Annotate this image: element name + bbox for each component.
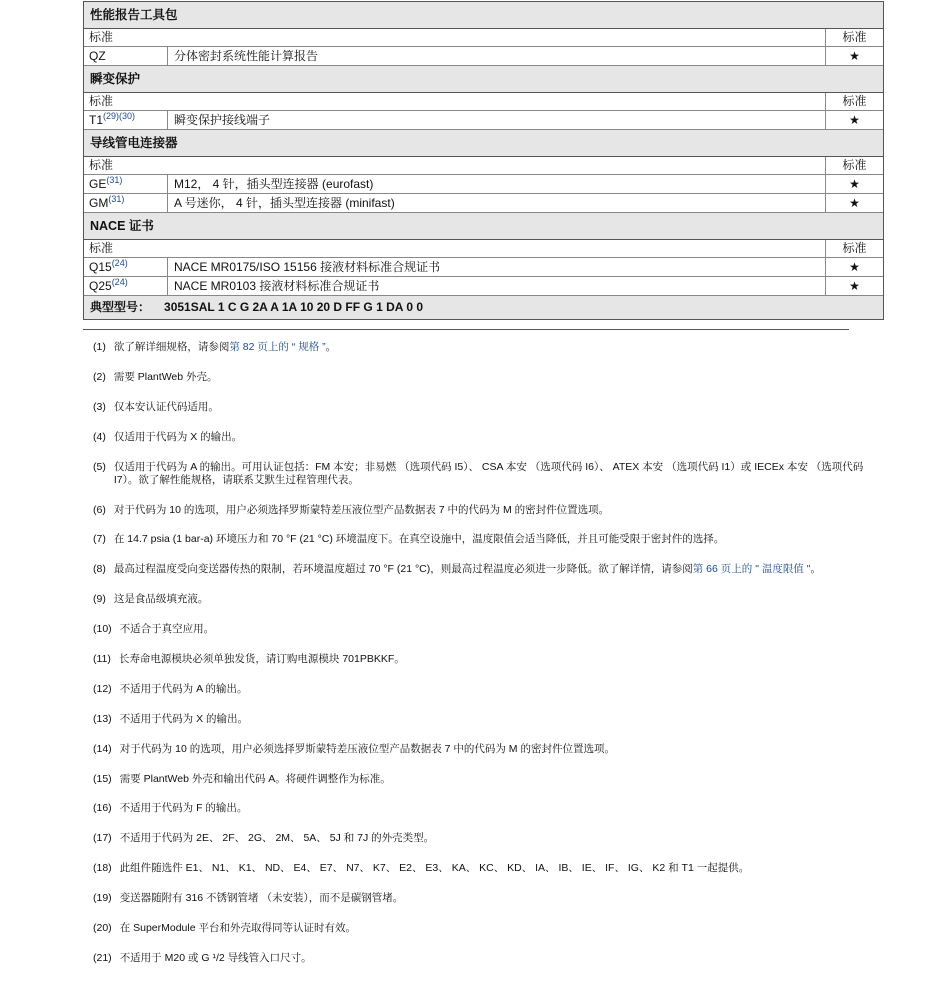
footnote-ref: (24) [111,277,128,287]
section-title: NACE 证书 [84,213,883,240]
footnote-item [93,461,873,504]
standard-label-right: 标准 [825,93,883,110]
option-code-text: Q25 [89,279,112,293]
footnote-text-pre: 对于代码为 10 的选项，用户必须选择罗斯蒙特差压液位型产品数据表 7 中的代码为 M 的密封件位置选项。 [119,742,615,755]
footnote-number: (4) [93,430,106,443]
footnote-number: (16) [93,802,112,815]
option-row [84,47,883,66]
standard-label: 标准 [89,30,114,44]
option-description: A 号迷你， 4 针，插头型连接器 (minifast) [174,196,395,210]
footnote-text-pre: 需要 PlantWeb 外壳。 [113,370,218,383]
standard-star: ★ [825,175,883,193]
footnote-item [93,892,873,922]
footnote-number: (14) [93,742,112,755]
footnote-number: (11) [93,653,111,666]
standard-header-row [84,240,883,258]
footnote-text [120,743,873,773]
footnote-number: (15) [93,772,112,785]
section-title: 瞬变保护 [84,66,883,93]
option-code-text: GM [89,196,109,210]
footnote-ref: (29)(30) [103,111,136,121]
option-code-text: T1 [89,113,104,127]
standard-header-row [84,29,883,47]
option-description: NACE MR0175/ISO 15156 接液材料标准合规证书 [174,260,441,274]
footnote-text-pre: 这是食品级填充液。 [113,593,209,606]
footnote-item [93,504,873,534]
footnote-text [114,533,873,563]
footnote-text [120,623,873,653]
standard-label-right: 标准 [825,157,883,174]
options-table [83,1,884,320]
footnote-item [93,922,873,952]
option-code-text: QZ [89,49,106,63]
footnote-text-pre: 欲了解详细规格，请参阅 [113,341,230,353]
footnote-text-pre: 在 SuperModule 平台和外壳取得同等认证时有效。 [119,922,356,935]
footnote-text-pre: 长寿命电源模块必须单独发货，请订购电源模块 701PBKKF。 [118,653,405,666]
footnote-text-pre: 最高过程温度受向变送器传热的限制，若环境温度超过 70 °F (21 °C)，则最高过程温度必须进一步降低。欲了解详情，请参阅 [113,563,693,576]
footnote-item [93,533,873,563]
option-code-text: Q15 [89,260,112,274]
footnote-item [93,431,873,461]
typical-model-value: 3051SAL 1 C G 2A A 1A 10 20 D FF G 1 DA 0 0 [164,300,424,314]
footnote-text-pre: 不适用于代码为 A 的输出。 [119,682,248,695]
standard-label-right: 标准 [825,240,883,257]
section-title: 导线管电连接器 [84,130,883,157]
footnote-text-pre: 变送器随附有 316 不锈钢管堵 （未安装），而不是碳钢管堵。 [119,892,404,905]
footnote-item [93,683,873,713]
footnote-text [120,862,873,892]
footnote-number: (8) [93,563,106,576]
standard-label: 标准 [89,158,114,172]
option-row [84,175,883,194]
footnote-item [93,653,873,683]
footnote-text-post: 。 [325,341,337,353]
footnote-text [114,563,873,593]
footnote-item [93,341,873,371]
footnote-link[interactable]: 第 66 页上的 " 温度限值 " [692,563,811,576]
footnote-number: (7) [93,533,106,546]
footnote-number: (18) [93,862,112,875]
footnote-text-pre: 不适用于代码为 2E、 2F、 2G、 2M、 5A、 5J 和 7J 的外壳类型。 [119,832,435,845]
footnote-text [114,461,873,504]
footnote-item [93,401,873,431]
footnote-text [120,773,873,803]
footnote-text-pre: 仅适用于代码为 A 的输出。可用认证包括：FM 本安；非易燃 （选项代码 I5）、 CSA 本安 （选项代码 I6）、 ATEX 本安 （选项代码 I1）或 IECEx 本安 （选项代码 I7）。欲了解性能规格，请联系艾默生过程管理代表。 [113,460,864,486]
footnote-item [93,862,873,892]
option-code [84,194,168,212]
footnote-text-post: 。 [810,563,821,576]
option-description: M12， 4 针，插头型连接器 (eurofast) [174,177,374,191]
footnote-text [120,892,873,922]
footnote-item [93,623,873,653]
footnote-item [93,563,873,593]
footnote-text [120,713,873,743]
footnote-text [119,653,873,683]
footnote-number: (10) [93,623,112,636]
option-code [84,277,168,295]
footnote-text-pre: 此组件随选件 E1、 N1、 K1、 ND、 E4、 E7、 N7、 K7、 E2、 E3、 KA、 KC、 KD、 IA、 IB、 IE、 IF、 IG、 K2 和 T1 一起提供。 [119,862,750,875]
divider [83,329,849,330]
standard-star: ★ [825,258,883,276]
section-title: 性能报告工具包 [84,2,883,29]
footnote-number: (6) [93,503,106,516]
standard-label: 标准 [89,94,114,108]
standard-star: ★ [825,194,883,212]
option-row [84,258,883,277]
footnotes [93,341,873,982]
footnote-ref: (31) [108,194,125,204]
footnote-number: (9) [93,593,106,606]
footnote-text-pre: 对于代码为 10 的选项，用户必须选择罗斯蒙特差压液位型产品数据表 7 中的代码为 M 的密封件位置选项。 [113,503,610,516]
footnote-text-pre: 在 14.7 psia (1 bar-a) 环境压力和 70 °F (21 °C) 环境温度下。在真空设施中，温度限值会适当降低，并且可能受限于密封件的选择。 [113,533,725,546]
footnote-number: (2) [93,370,106,383]
footnote-number: (12) [93,682,112,695]
footnote-item [93,832,873,862]
footnote-text [114,401,873,431]
footnote-number: (3) [93,400,106,413]
standard-star: ★ [825,277,883,295]
footnote-item [93,371,873,401]
footnote-number: (1) [93,341,106,353]
footnote-number: (21) [93,951,112,964]
footnote-item [93,743,873,773]
standard-header-row [84,93,883,111]
footnote-text [120,683,873,713]
footnote-number: (13) [93,712,112,725]
option-code [84,47,168,65]
footnote-text [114,593,873,623]
standard-label: 标准 [89,241,114,255]
footnote-item [93,713,873,743]
footnote-item [93,802,873,832]
footnote-text-pre: 仅本安认证代码适用。 [113,400,219,413]
footnote-text-pre: 需要 PlantWeb 外壳和输出代码 A。将硬件调整作为标准。 [119,772,391,785]
footnote-ref: (31) [106,175,123,185]
standard-label-right: 标准 [825,29,883,46]
option-description: 瞬变保护接线端子 [174,113,271,127]
option-row [84,277,883,296]
footnote-text [120,922,873,952]
footnote-text [114,371,873,401]
standard-star: ★ [825,47,883,65]
option-row [84,194,883,213]
footnote-number: (20) [93,922,112,935]
footnote-number: (17) [93,832,112,845]
footnote-text [120,802,873,832]
footnote-text-pre: 不适用于 M20 或 G ¹/2 导线管入口尺寸。 [119,951,312,964]
option-code-text: GE [89,177,107,191]
footnote-number: (5) [93,460,106,473]
option-code [84,175,168,193]
footnote-text [120,952,873,982]
footnote-text-pre: 不适用于代码为 F 的输出。 [119,802,248,815]
footnote-item [93,773,873,803]
footnote-link[interactable]: 第 82 页上的 “ 规格 ” [229,341,326,353]
option-row [84,111,883,130]
footnote-text [114,431,873,461]
footnote-text-pre: 不适用于代码为 X 的输出。 [119,712,249,725]
footnote-number: (19) [93,892,112,905]
footnote-text-pre: 仅适用于代码为 X 的输出。 [113,430,243,443]
footnote-ref: (24) [111,258,128,268]
option-description: NACE MR0103 接液材料标准合规证书 [174,279,380,293]
footnote-text [114,504,873,534]
footnote-item [93,952,873,982]
typical-model-label: 典型型号： [90,300,151,314]
option-code [84,111,168,129]
footnote-text-pre: 不适合于真空应用。 [119,623,215,636]
option-description: 分体密封系统性能计算报告 [174,49,319,63]
footnote-item [93,593,873,623]
footnote-text [120,832,873,862]
footnote-text [114,341,873,371]
option-code [84,258,168,276]
standard-star: ★ [825,111,883,129]
standard-header-row [84,157,883,175]
typical-model-row [84,296,883,319]
